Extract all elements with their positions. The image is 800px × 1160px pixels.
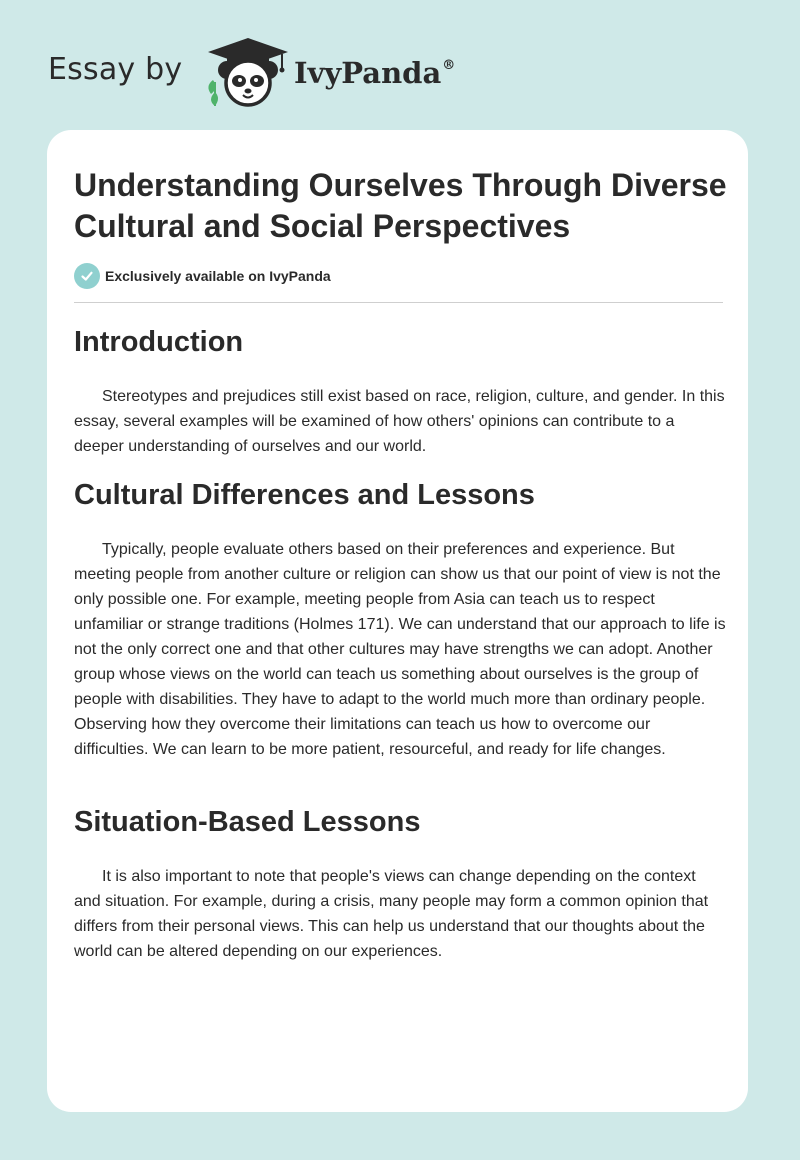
essay-by-label: Essay by	[48, 52, 183, 87]
panda-logo-icon[interactable]	[203, 36, 293, 108]
section-paragraph: Typically, people evaluate others based on their preferences and experience. But meeting people from another culture or religion can show us that our point of view is not the only possible one. For example, meeting people from Asia can teach us to respect unfamiliar or strange traditions (Holmes 171). We can understand that our approach to life is not the only correct one and that other cultures may have strengths we can adopt. Another group whose views on the world can teach us something about ourselves is the group of people with disabilities. They have to adapt to the world much more than ordinary people. Observing how they overcome their limitations can teach us how to overcome our difficulties. We can learn to be more patient, resourceful, and ready for life changes.	[74, 541, 726, 758]
exclusive-badge-text: Exclusively available on IvyPanda	[105, 268, 331, 284]
check-icon	[74, 263, 100, 289]
essay-card	[47, 130, 748, 1112]
section-paragraph: Stereotypes and prejudices still exist based on race, religion, culture, and gender. In this essay, several examples will be examined of how others' opinions can contribute to a deeper understanding of ourselves and our world.	[74, 388, 725, 455]
exclusive-badge	[74, 263, 331, 289]
registered-mark: ®	[442, 58, 456, 73]
brand-text: IvyPanda	[294, 56, 442, 90]
section-paragraph: It is also important to note that people's views can change depending on the context and situation. For example, during a crisis, many people may form a common opinion that differs from their personal views. This can help us understand that our thoughts about the world can be altered depending on our experiences.	[74, 868, 709, 960]
section-cultural-differences	[74, 477, 726, 762]
brand-name[interactable]	[294, 56, 455, 90]
section-heading: Introduction	[74, 326, 244, 358]
essay-title: Understanding Ourselves Through Diverse Cultural and Social Perspectives	[74, 167, 727, 244]
section-introduction	[74, 324, 726, 459]
site-header	[48, 36, 548, 108]
title-divider	[74, 302, 723, 303]
section-situation-based	[74, 804, 726, 964]
section-heading: Cultural Differences and Lessons	[74, 479, 535, 511]
section-heading: Situation-Based Lessons	[74, 806, 421, 838]
